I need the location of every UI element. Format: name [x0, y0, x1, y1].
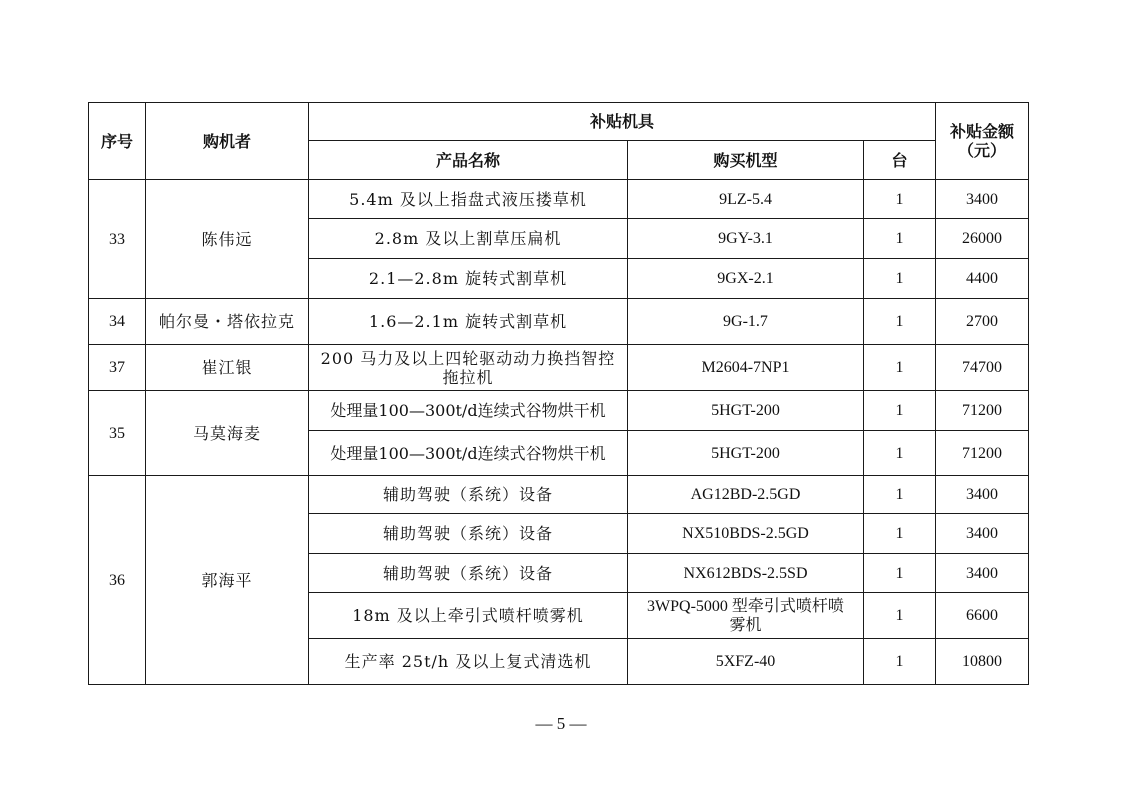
buyer-cell: 郭海平: [146, 476, 309, 685]
header-amount: 补贴金额（元）: [936, 103, 1029, 180]
amount-cell: 3400: [936, 476, 1029, 514]
header-seq: 序号: [89, 103, 146, 180]
units-cell: 1: [864, 431, 936, 476]
model-cell: 9GX-2.1: [628, 259, 864, 299]
header-model: 购买机型: [628, 141, 864, 180]
units-cell: 1: [864, 299, 936, 345]
buyer-cell: 帕尔曼・塔依拉克: [146, 299, 309, 345]
table-row: [89, 345, 1029, 391]
buyer-cell: 崔江银: [146, 345, 309, 391]
seq-cell: 37: [89, 345, 146, 391]
seq-cell: 33: [89, 180, 146, 299]
header-machine-group: 补贴机具: [309, 103, 936, 141]
units-cell: 1: [864, 345, 936, 391]
amount-cell: 3400: [936, 554, 1029, 593]
header-product-name: 产品名称: [309, 141, 628, 180]
model-cell: 9GY-3.1: [628, 219, 864, 259]
table-row: [89, 180, 1029, 219]
header-buyer: 购机者: [146, 103, 309, 180]
table-row: [89, 391, 1029, 431]
product-cell: 1.6—2.1m 旋转式割草机: [309, 299, 628, 345]
seq-cell: 34: [89, 299, 146, 345]
amount-cell: 26000: [936, 219, 1029, 259]
model-cell: 5XFZ-40: [628, 639, 864, 685]
model-cell: 5HGT-200: [628, 431, 864, 476]
header-units: 台: [864, 141, 936, 180]
model-cell: AG12BD-2.5GD: [628, 476, 864, 514]
page-number: — 5 —: [535, 714, 587, 733]
subsidy-table: [88, 102, 1029, 685]
product-cell: 辅助驾驶（系统）设备: [309, 554, 628, 593]
product-cell: 处理量100—300t/d连续式谷物烘干机: [309, 391, 628, 431]
units-cell: 1: [864, 391, 936, 431]
amount-cell: 71200: [936, 391, 1029, 431]
model-cell: NX510BDS-2.5GD: [628, 514, 864, 554]
buyer-cell: 陈伟远: [146, 180, 309, 299]
table-row: [89, 476, 1029, 514]
product-cell: 生产率 25t/h 及以上复式清选机: [309, 639, 628, 685]
model-cell: 9G-1.7: [628, 299, 864, 345]
amount-cell: 2700: [936, 299, 1029, 345]
buyer-cell: 马莫海麦: [146, 391, 309, 476]
model-cell: 9LZ-5.4: [628, 180, 864, 219]
amount-cell: 71200: [936, 431, 1029, 476]
units-cell: 1: [864, 476, 936, 514]
table-row: [89, 299, 1029, 345]
seq-cell: 35: [89, 391, 146, 476]
amount-cell: 4400: [936, 259, 1029, 299]
units-cell: 1: [864, 180, 936, 219]
product-cell: 辅助驾驶（系统）设备: [309, 514, 628, 554]
seq-cell: 36: [89, 476, 146, 685]
amount-cell: 6600: [936, 593, 1029, 639]
units-cell: 1: [864, 593, 936, 639]
product-cell: 2.8m 及以上割草压扁机: [309, 219, 628, 259]
amount-cell: 3400: [936, 180, 1029, 219]
product-cell: 18m 及以上牵引式喷杆喷雾机: [309, 593, 628, 639]
amount-cell: 74700: [936, 345, 1029, 391]
amount-cell: 10800: [936, 639, 1029, 685]
model-cell: M2604-7NP1: [628, 345, 864, 391]
product-cell: 200 马力及以上四轮驱动动力换挡智控拖拉机: [309, 345, 628, 391]
product-cell: 辅助驾驶（系统）设备: [309, 476, 628, 514]
product-cell: 5.4m 及以上指盘式液压搂草机: [309, 180, 628, 219]
model-cell: NX612BDS-2.5SD: [628, 554, 864, 593]
product-cell: 2.1—2.8m 旋转式割草机: [309, 259, 628, 299]
product-cell: 处理量100—300t/d连续式谷物烘干机: [309, 431, 628, 476]
units-cell: 1: [864, 219, 936, 259]
units-cell: 1: [864, 554, 936, 593]
units-cell: 1: [864, 514, 936, 554]
model-cell: 3WPQ-5000 型牵引式喷杆喷雾机: [628, 593, 864, 639]
model-cell: 5HGT-200: [628, 391, 864, 431]
units-cell: 1: [864, 259, 936, 299]
units-cell: 1: [864, 639, 936, 685]
amount-cell: 3400: [936, 514, 1029, 554]
